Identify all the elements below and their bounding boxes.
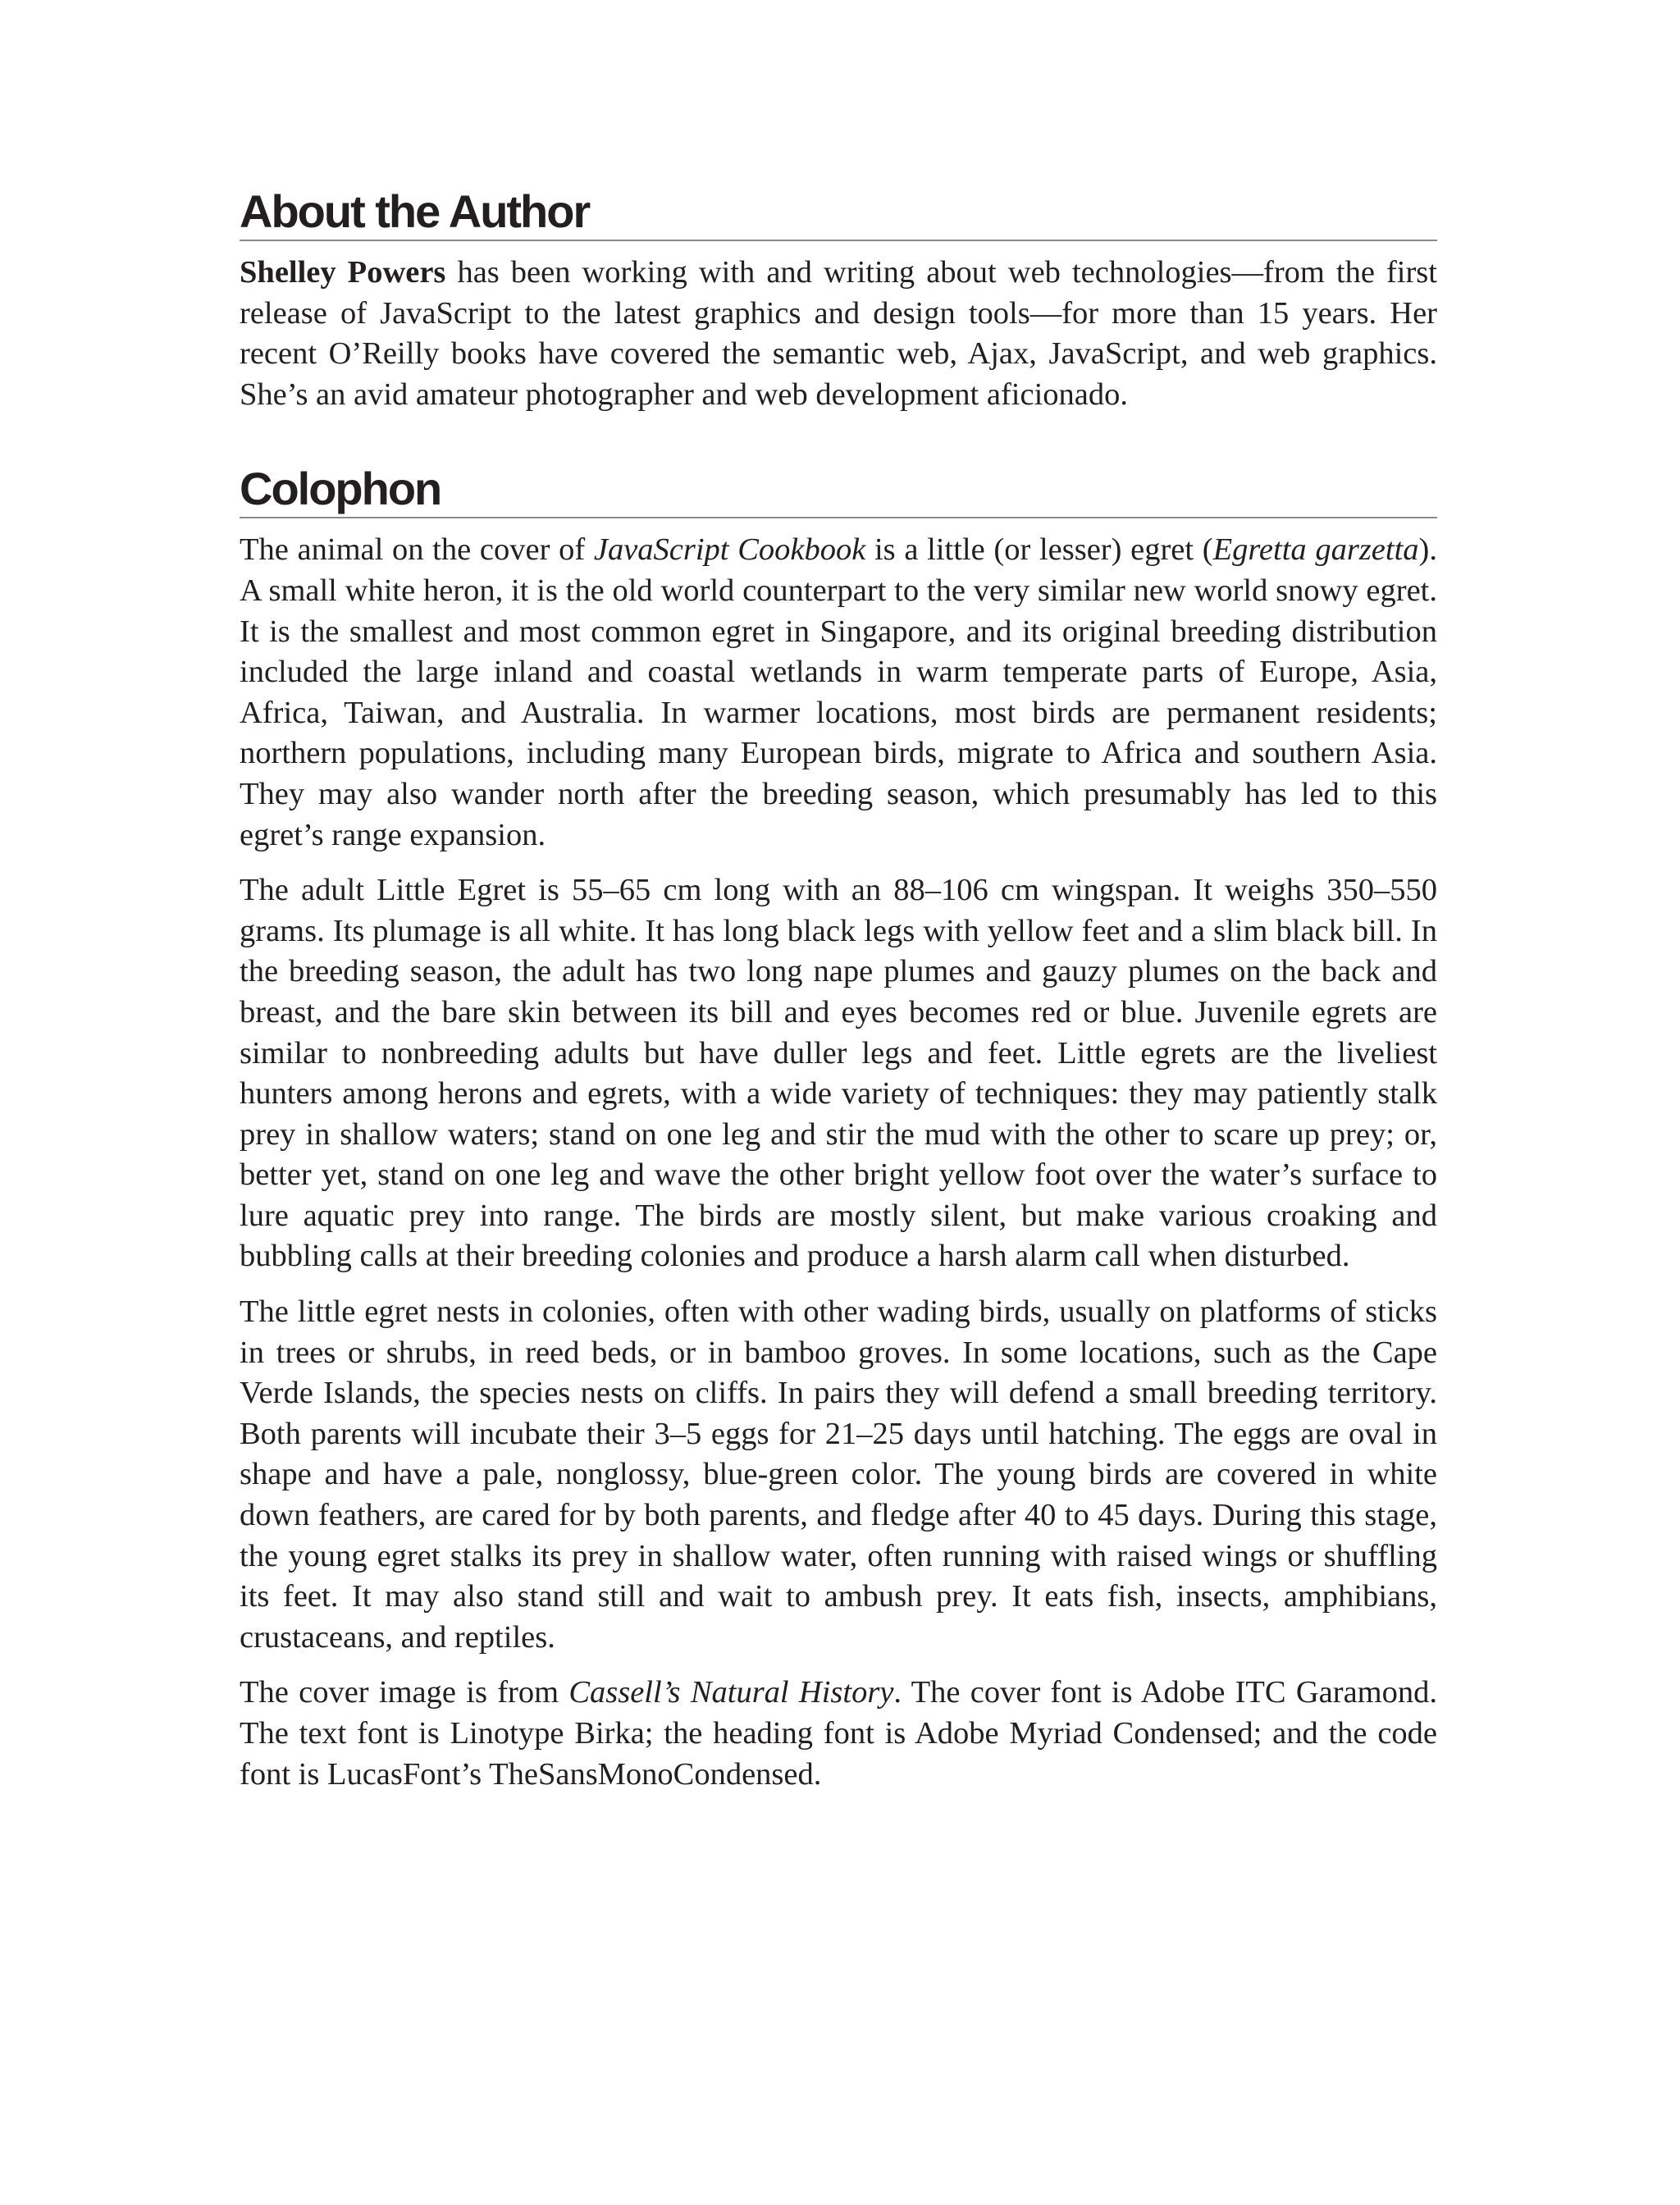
colophon-paragraph-4 [240,1673,1437,1795]
colophon-p4-text-2: . The cover font is Adobe ITC Garamond. The text font is Linotype Birka; the heading font is Adobe Myriad Condensed; and the code font is LucasFont’s TheSansMonoCondensed. [240,1675,1437,1792]
source-title: Cassell’s Natural History [568,1675,894,1710]
species-name: Egretta garzetta [1212,532,1419,568]
colophon-paragraph-2: The adult Little Egret is 55–65 cm long with an 88–106 cm wingspan. It weighs 350–​550 grams. Its plumage is all white. It has long black legs with yellow feet and a slim black bill. In the breeding season, the adult has two long nape plumes and gauzy plumes on the back and breast, and the bare skin between its bill and eyes becomes red or blue. Juvenile egrets are similar to nonbreeding adults but have duller legs and feet. Little egrets are the liveliest hunters among herons and egrets, with a wide variety of techniques: they may patiently stalk prey in shallow waters; stand on one leg and stir the mud with the other to scare up prey; or, better yet, stand on one leg and wave the other bright yellow foot over the water’s surface to lure aquatic prey into range. The birds are mostly silent, but make various croaking and bubbling calls at their breeding colonies and produce a harsh alarm call when disturbed. [240,873,1437,1274]
author-bio-paragraph [240,253,1437,415]
author-name: Shelley Powers [240,255,446,290]
colophon-paragraph-1 [240,530,1437,856]
about-the-author-section [240,185,1437,415]
about-heading: About the Author [240,185,1437,241]
colophon-p1-text-1: The animal on the cover of [240,532,594,568]
author-bio-text: has been working with and writing about web technologies—from the first release of JavaScript to the latest graphics and design tools—for more than 15 years. Her recent O’Reilly books have covered the semantic web, Ajax, JavaScript, and web graphics. She’s an avid amateur photographer and web development aficionado. [240,255,1437,412]
colophon-p4-text-1: The cover image is from [240,1675,569,1710]
page [240,185,1437,1795]
colophon-p1-text-3: ). A small white heron, it is the old world counterpart to the very similar new world snowy egret. It is the smallest and most common egret in Singapore, and its original breeding distribution included the large inland and coastal wetlands in warm temperate parts of Europe, Asia, Africa, Taiwan, and Australia. In warmer locations, most birds are permanent residents; northern populations, including many European birds, migrate to Africa and southern Asia. They may also wander north after the breeding season, which presumably has led to this egret’s range expansion. [240,532,1437,852]
colophon-paragraph-3: The little egret nests in colonies, often with other wading birds, usually on platforms of sticks in trees or shrubs, in reed beds, or in bamboo groves. In some locations, such as the Cape Verde Islands, the species nests on cliffs. In pairs they will defend a small breeding territory. Both parents will incubate their 3–5 eggs for 21–25 days until hatching. The eggs are oval in shape and have a pale, nonglossy, blue-green color. The young birds are covered in white down feathers, are cared for by both parents, and fledge after 40 to 45 days. During this stage, the young egret stalks its prey in shallow water, often running with raised wings or shuffling its feet. It may also stand still and wait to ambush prey. It eats fish, insects, amphibians, crustaceans, and reptiles. [240,1294,1437,1655]
colophon-section [240,463,1437,1795]
colophon-heading: Colophon [240,463,1437,518]
book-title: JavaScript Cookbook [593,532,866,568]
colophon-p1-text-2: is a little (or lesser) egret ( [865,532,1213,568]
